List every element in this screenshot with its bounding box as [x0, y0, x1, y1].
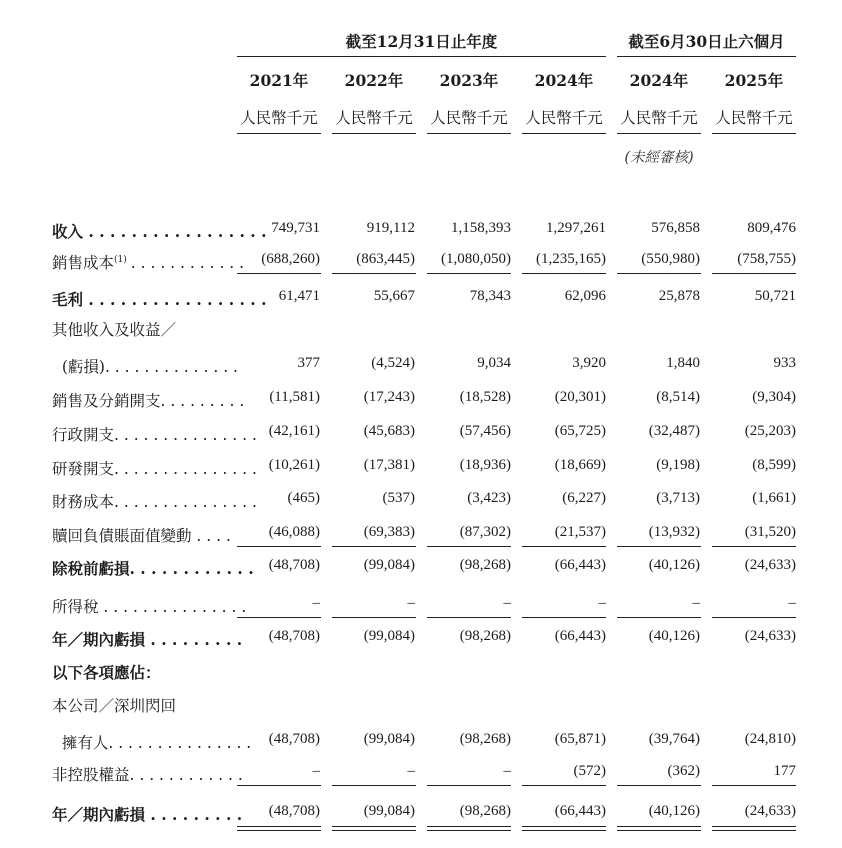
row-label — [52, 557, 254, 579]
table-cell: (99,084) — [363, 803, 415, 819]
column-header-rule — [617, 133, 701, 134]
group-header: 截至12月31日止年度 — [345, 32, 498, 51]
table-cell: (9,304) — [752, 389, 796, 405]
row-label-text: 非控股權益. . . . . . . . . . . . — [52, 766, 243, 784]
table-cell: (40,126) — [648, 803, 700, 819]
table-cell: (1,080,050) — [441, 251, 511, 267]
table-cell: (24,633) — [744, 628, 796, 644]
table-cell: (40,126) — [648, 628, 700, 644]
table-cell: 933 — [773, 355, 796, 371]
table-cell: (65,725) — [554, 423, 606, 439]
table-cell: (17,381) — [363, 457, 415, 473]
table-cell: 9,034 — [477, 355, 511, 371]
table-cell: (48,708) — [268, 731, 320, 747]
table-cell: (66,443) — [554, 803, 606, 819]
table-cell: (40,126) — [648, 557, 700, 573]
table-cell: (10,261) — [268, 457, 320, 473]
double-underline — [712, 826, 796, 831]
group-header: 截至6月30日止六個月 — [628, 32, 785, 51]
row-label — [52, 423, 257, 445]
table-cell: – — [503, 763, 511, 779]
table-cell: (18,528) — [459, 389, 511, 405]
subtotal-rule — [712, 546, 796, 547]
row-label-text: 其他收入及收益／ — [52, 321, 177, 339]
subtotal-rule — [237, 785, 321, 786]
subtotal-rule — [712, 617, 796, 618]
double-underline — [522, 826, 606, 831]
column-year: 2022年 — [344, 71, 404, 90]
row-label — [52, 490, 257, 512]
table-cell: (758,755) — [737, 251, 796, 267]
double-underline — [617, 826, 701, 831]
table-cell: (688,260) — [261, 251, 320, 267]
table-cell: (65,871) — [554, 731, 606, 747]
table-cell: (32,487) — [648, 423, 700, 439]
subtotal-rule — [427, 785, 511, 786]
table-cell: (48,708) — [268, 628, 320, 644]
table-cell: (537) — [382, 490, 415, 506]
column-unit: 人民幣千元 — [620, 109, 698, 127]
subtotal-rule — [332, 617, 416, 618]
table-cell: 25,878 — [658, 288, 700, 304]
subtotal-rule — [617, 273, 701, 274]
table-cell: 50,721 — [754, 288, 796, 304]
table-cell: (11,581) — [269, 389, 320, 405]
row-label — [52, 457, 257, 479]
row-label — [52, 251, 244, 273]
row-label-text: 銷售及分銷開支. . . . . . . . . — [52, 392, 245, 410]
column-header-rule — [712, 133, 796, 134]
table-cell: (21,537) — [554, 524, 606, 540]
table-cell: 78,343 — [469, 288, 511, 304]
subtotal-rule — [617, 617, 701, 618]
subtotal-rule — [237, 617, 321, 618]
table-cell: 1,297,261 — [546, 220, 606, 236]
footnote-marker: (1) — [114, 254, 127, 265]
subtotal-rule — [237, 273, 321, 274]
column-year: 2024年 — [629, 71, 689, 90]
table-cell: (66,443) — [554, 628, 606, 644]
row-label-text: 行政開支. . . . . . . . . . . . . . . — [52, 426, 257, 444]
column-year: 2025年 — [724, 71, 784, 90]
column-header-rule — [332, 133, 416, 134]
table-cell: (8,514) — [656, 389, 700, 405]
subtotal-rule — [712, 273, 796, 274]
subtotal-rule — [522, 617, 606, 618]
table-cell: (31,520) — [744, 524, 796, 540]
table-cell: 576,858 — [651, 220, 700, 236]
subtotal-rule — [332, 273, 416, 274]
table-cell: (45,683) — [363, 423, 415, 439]
table-cell: – — [407, 763, 415, 779]
column-year: 2023年 — [439, 71, 499, 90]
table-cell: (20,301) — [554, 389, 606, 405]
table-cell: (3,713) — [656, 490, 700, 506]
table-cell: (98,268) — [459, 628, 511, 644]
table-cell: (572) — [573, 763, 606, 779]
double-underline — [427, 826, 511, 831]
table-cell: (24,633) — [744, 557, 796, 573]
subtotal-rule — [522, 546, 606, 547]
row-label — [52, 355, 238, 377]
leader-dots: . . . . . . . . . . . . — [130, 254, 245, 272]
table-cell: (362) — [667, 763, 700, 779]
table-cell: 3,920 — [572, 355, 606, 371]
subtotal-rule — [237, 546, 321, 547]
row-label-text: 財務成本. . . . . . . . . . . . . . . — [52, 493, 257, 511]
table-cell: 55,667 — [373, 288, 415, 304]
row-label-text: 毛利 . . . . . . . . . . . . . . . . . — [52, 290, 267, 309]
subtotal-rule — [522, 785, 606, 786]
table-cell: – — [312, 595, 320, 611]
table-cell: (8,599) — [752, 457, 796, 473]
row-label-text: 年／期內虧損 . . . . . . . . . — [52, 630, 243, 649]
subtotal-rule — [522, 273, 606, 274]
table-cell: (1,661) — [752, 490, 796, 506]
table-cell: – — [788, 595, 796, 611]
table-cell: (550,980) — [641, 251, 700, 267]
table-cell: – — [598, 595, 606, 611]
table-cell: (39,764) — [648, 731, 700, 747]
column-header-rule — [427, 133, 511, 134]
row-label-text: 收入 . . . . . . . . . . . . . . . . . — [52, 222, 267, 241]
column-unit: 人民幣千元 — [525, 109, 603, 127]
row-label — [52, 763, 243, 785]
column-year: 2024年 — [534, 71, 594, 90]
subtotal-rule — [332, 546, 416, 547]
table-cell: (6,227) — [562, 490, 606, 506]
subtotal-rule — [427, 546, 511, 547]
table-cell: (863,445) — [356, 251, 415, 267]
row-label — [52, 595, 246, 617]
column-header-rule — [522, 133, 606, 134]
table-cell: (9,198) — [656, 457, 700, 473]
unaudited-note: (未經審核) — [624, 150, 694, 166]
table-cell: (48,708) — [268, 803, 320, 819]
group-header-rule — [617, 56, 796, 57]
row-label — [52, 694, 176, 716]
row-label — [52, 288, 266, 310]
table-cell: (57,456) — [459, 423, 511, 439]
row-label-text: 研發開支. . . . . . . . . . . . . . . — [52, 460, 257, 478]
table-cell: – — [692, 595, 700, 611]
table-cell: 377 — [297, 355, 320, 371]
row-label — [52, 220, 266, 242]
row-label-text: 銷售成本 — [52, 254, 115, 272]
row-label-text: 以下各項應佔： — [52, 663, 161, 682]
double-underline — [332, 826, 416, 831]
row-label — [52, 628, 242, 650]
table-cell: – — [503, 595, 511, 611]
column-unit: 人民幣千元 — [335, 109, 413, 127]
table-cell: (48,708) — [268, 557, 320, 573]
table-cell: (25,203) — [744, 423, 796, 439]
subtotal-rule — [427, 617, 511, 618]
double-underline — [237, 826, 321, 831]
column-unit: 人民幣千元 — [430, 109, 508, 127]
row-label-text: 擁有人. . . . . . . . . . . . . . . — [52, 734, 252, 752]
table-cell: (18,669) — [554, 457, 606, 473]
table-cell: 919,112 — [366, 220, 415, 236]
table-cell: (1,235,165) — [536, 251, 606, 267]
table-cell: (17,243) — [363, 389, 415, 405]
row-label — [52, 803, 242, 825]
table-cell: (99,084) — [363, 731, 415, 747]
table-cell: (465) — [287, 490, 320, 506]
table-cell: 809,476 — [747, 220, 796, 236]
table-cell: 1,158,393 — [451, 220, 511, 236]
table-cell: (24,633) — [744, 803, 796, 819]
row-label-text: 年／期內虧損 . . . . . . . . . — [52, 805, 243, 824]
row-label-text: 本公司／深圳閃回 — [52, 697, 177, 715]
table-cell: 61,471 — [278, 288, 320, 304]
row-label-text: 贖回負債賬面值變動 . . . . — [52, 527, 231, 545]
row-label-text: (虧損). . . . . . . . . . . . . . — [52, 358, 238, 376]
table-cell: (42,161) — [268, 423, 320, 439]
column-year: 2021年 — [249, 71, 309, 90]
table-cell: – — [407, 595, 415, 611]
table-cell: (4,524) — [371, 355, 415, 371]
table-cell: 1,840 — [666, 355, 700, 371]
table-cell: (87,302) — [459, 524, 511, 540]
row-label-text: 除稅前虧損. . . . . . . . . . . . — [52, 559, 254, 578]
row-label-text: 所得稅 . . . . . . . . . . . . . . . — [52, 598, 247, 616]
table-cell: – — [312, 763, 320, 779]
table-cell: (98,268) — [459, 557, 511, 573]
row-label — [52, 731, 251, 753]
table-cell: 749,731 — [271, 220, 320, 236]
subtotal-rule — [712, 785, 796, 786]
table-cell: (99,084) — [363, 557, 415, 573]
table-cell: (99,084) — [363, 628, 415, 644]
table-cell: 177 — [773, 763, 796, 779]
subtotal-rule — [427, 273, 511, 274]
table-cell: (98,268) — [459, 731, 511, 747]
group-header-rule — [237, 56, 606, 57]
subtotal-rule — [332, 785, 416, 786]
column-unit: 人民幣千元 — [240, 109, 318, 127]
row-label — [52, 318, 176, 340]
row-label — [52, 389, 244, 411]
row-label — [52, 524, 231, 546]
subtotal-rule — [617, 546, 701, 547]
table-cell: (98,268) — [459, 803, 511, 819]
row-label — [52, 661, 161, 683]
subtotal-rule — [617, 785, 701, 786]
table-cell: (18,936) — [459, 457, 511, 473]
table-cell: (24,810) — [744, 731, 796, 747]
table-cell: (13,932) — [648, 524, 700, 540]
table-cell: (69,383) — [363, 524, 415, 540]
table-cell: 62,096 — [564, 288, 606, 304]
column-header-rule — [237, 133, 321, 134]
table-cell: (3,423) — [467, 490, 511, 506]
table-cell: (66,443) — [554, 557, 606, 573]
column-unit: 人民幣千元 — [715, 109, 793, 127]
table-cell: (46,088) — [268, 524, 320, 540]
